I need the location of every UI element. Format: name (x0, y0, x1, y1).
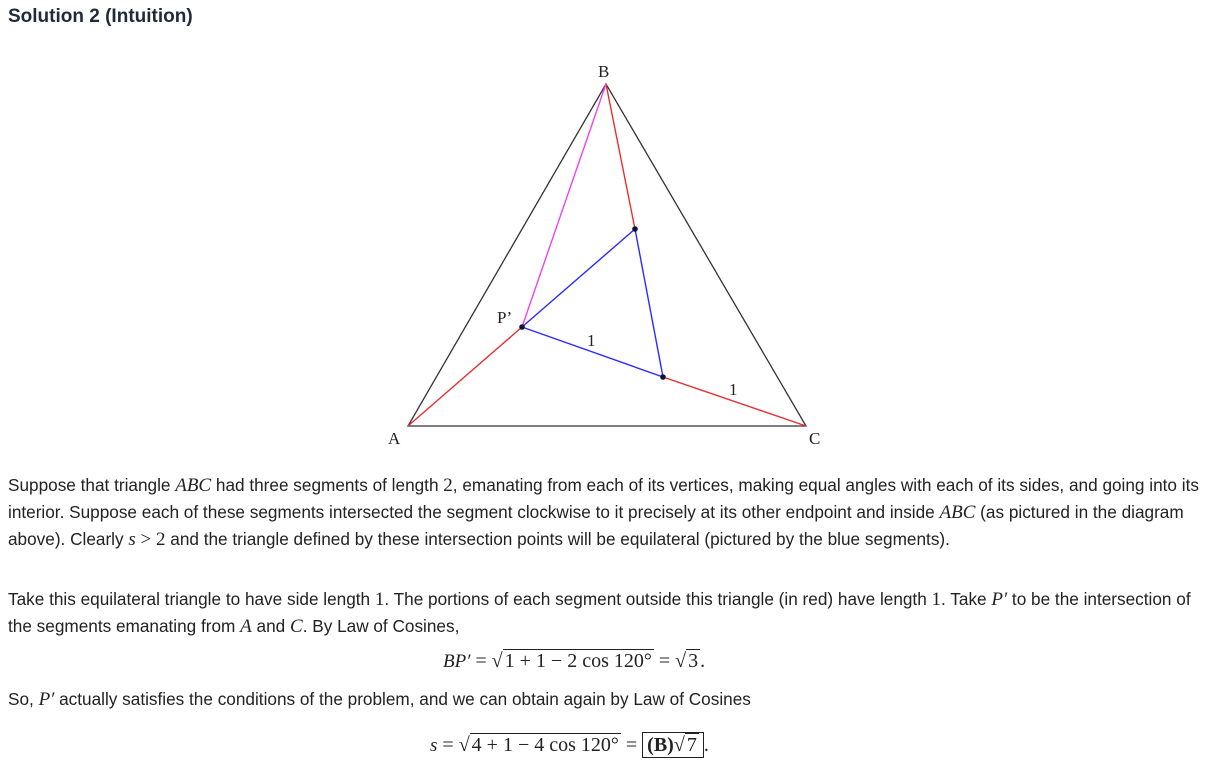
point-p-prime (519, 324, 525, 330)
red-segment-b (606, 84, 635, 229)
label-one-blue: 1 (587, 331, 596, 350)
point-inner-bottom (660, 374, 666, 380)
label-b: B (598, 62, 610, 81)
boxed-answer: (B)√ 7 (642, 732, 704, 758)
red-segment-a (408, 327, 522, 426)
label-one-red: 1 (729, 380, 738, 399)
paragraph-3: So, P′ actually satisfies the conditions of the problem, and we can obtain again by Law of Cosines (8, 689, 751, 710)
equation-bp-prime: BP′ = √ 1 + 1 − 2 cos 120° = √ 3 . (443, 650, 706, 672)
label-p-prime: P’ (497, 308, 513, 327)
solution-heading: Solution 2 (Intuition) (8, 6, 193, 27)
paragraph-1: Suppose that triangle ABC had three segments of length 2, emanating from each of its vertices, making equal angles with each of its sides, and going into its interior. Suppose each of these segments intersected the segment clockwise to it precisely at its other endpoint and inside ABC (as pictured in the diagram above). Clearly s > 2 and the triangle defined by these intersection points will be equilateral (pictured by the blue segments). (8, 475, 1199, 550)
blue-segment-2 (635, 229, 663, 377)
point-inner-top (632, 226, 638, 232)
equation-s: s = √ 4 + 1 − 4 cos 120° = (B)√ 7 . (430, 734, 709, 756)
paragraph-2: Take this equilateral triangle to have side length 1. The portions of each segment outside this triangle (in red) have length 1. Take P′ to be the intersection of the segments emanating from A and C. By Law of Cosines, (8, 589, 1191, 637)
label-c: C (809, 429, 821, 448)
label-a: A (388, 429, 401, 448)
